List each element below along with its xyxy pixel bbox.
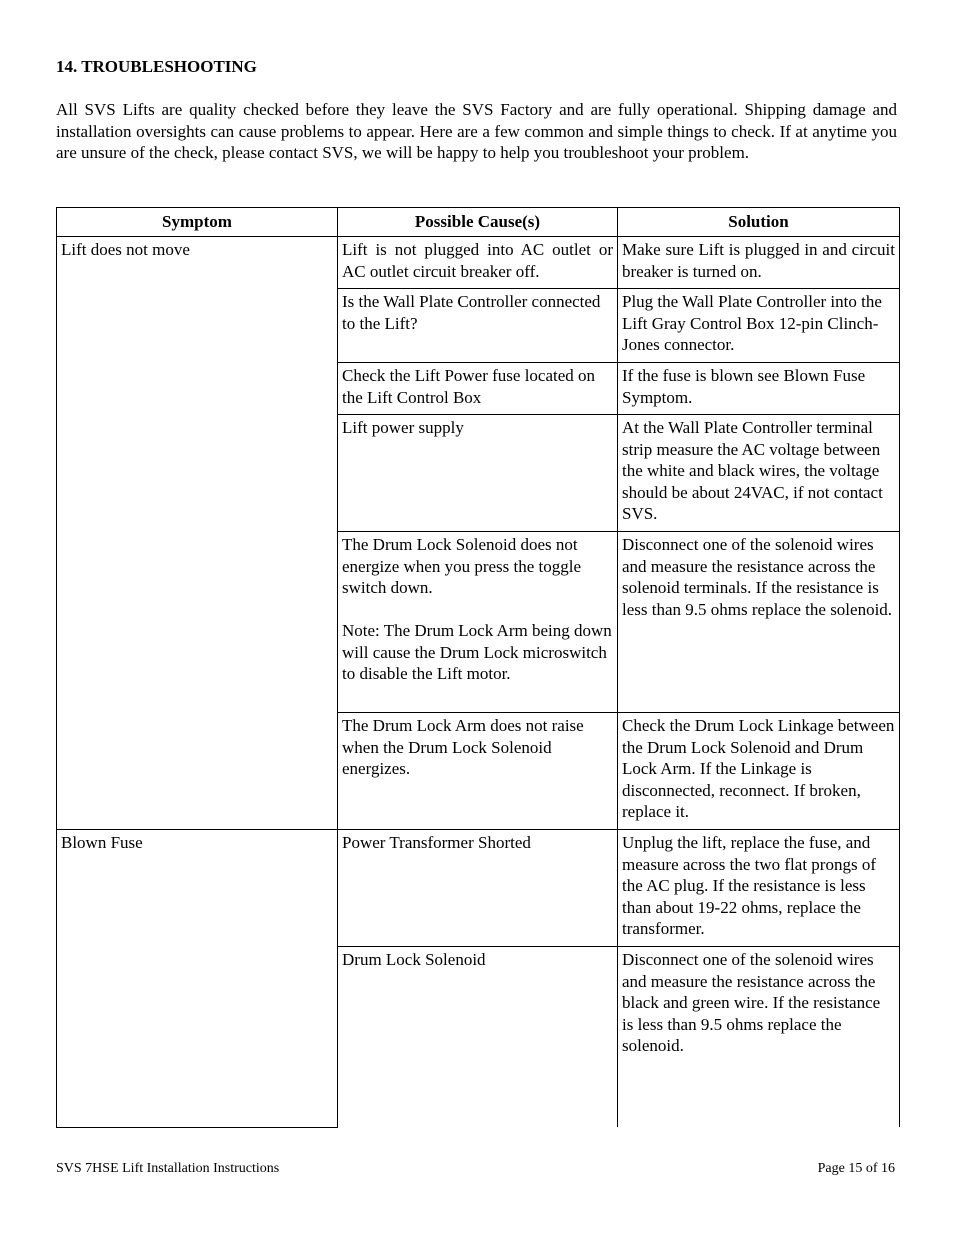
cause-cell: Power Transformer Shorted [338, 830, 618, 947]
header-symptom: Symptom [57, 208, 338, 237]
cause-cell: The Drum Lock Arm does not raise when the Drum Lock Solenoid energizes. [338, 713, 618, 830]
header-solution: Solution [618, 208, 900, 237]
solution-cell: Check the Drum Lock Linkage between the Drum Lock Solenoid and Drum Lock Arm. If the Linkage is disconnected, reconnect. If broken, replace it. [618, 713, 900, 830]
cause-cell [338, 532, 618, 713]
cause-cell: Lift power supply [338, 415, 618, 532]
solution-cell: Plug the Wall Plate Controller into the Lift Gray Control Box 12-pin Clinch-Jones connector. [618, 289, 900, 363]
troubleshooting-table [56, 207, 900, 1128]
solution-cell: At the Wall Plate Controller terminal strip measure the AC voltage between the white and black wires, the voltage should be about 24VAC, if not contact SVS. [618, 415, 900, 532]
symptom-cell: Lift does not move [57, 237, 338, 830]
cause-cell: Lift is not plugged into AC outlet or AC outlet circuit breaker off. [338, 237, 618, 289]
solution-cell: Disconnect one of the solenoid wires and measure the resistance across the solenoid terminals. If the resistance is less than 9.5 ohms replace the solenoid. [618, 532, 900, 713]
table-row [57, 830, 900, 947]
table-row [57, 237, 900, 289]
cause-text: The Drum Lock Solenoid does not energize when you press the toggle switch down. [342, 535, 582, 597]
cause-cell: Drum Lock Solenoid [338, 947, 618, 1128]
table-header-row [57, 208, 900, 237]
footer-document-title: SVS 7HSE Lift Installation Instructions [56, 1161, 280, 1176]
cause-cell: Check the Lift Power fuse located on the Lift Control Box [338, 363, 618, 415]
footer-page-number: Page 15 of 16 [817, 1161, 895, 1176]
symptom-cell: Blown Fuse [57, 830, 338, 1128]
cause-cell: Is the Wall Plate Controller connected to the Lift? [338, 289, 618, 363]
solution-cell: Unplug the lift, replace the fuse, and measure across the two flat prongs of the AC plug. If the resistance is less than about 19-22 ohms, replace the transformer. [618, 830, 900, 947]
solution-cell: Disconnect one of the solenoid wires and measure the resistance across the black and green wire. If the resistance is less than 9.5 ohms replace the solenoid. [618, 947, 900, 1128]
solution-cell: If the fuse is blown see Blown Fuse Symptom. [618, 363, 900, 415]
solution-cell: Make sure Lift is plugged in and circuit breaker is turned on. [618, 237, 900, 289]
header-possible-causes: Possible Cause(s) [338, 208, 618, 237]
cause-note: Note: The Drum Lock Arm being down will cause the Drum Lock microswitch to disable the Lift motor. [342, 621, 612, 683]
intro-paragraph: All SVS Lifts are quality checked before they leave the SVS Factory and are fully operational. Shipping damage and installation oversights can cause problems to appear. Here are a few common and simple things to check. If at anytime you are unsure of the check, please contact SVS, we will be happy to help you troubleshoot your problem. [56, 100, 897, 163]
section-title: 14. TROUBLESHOOTING [56, 57, 257, 76]
